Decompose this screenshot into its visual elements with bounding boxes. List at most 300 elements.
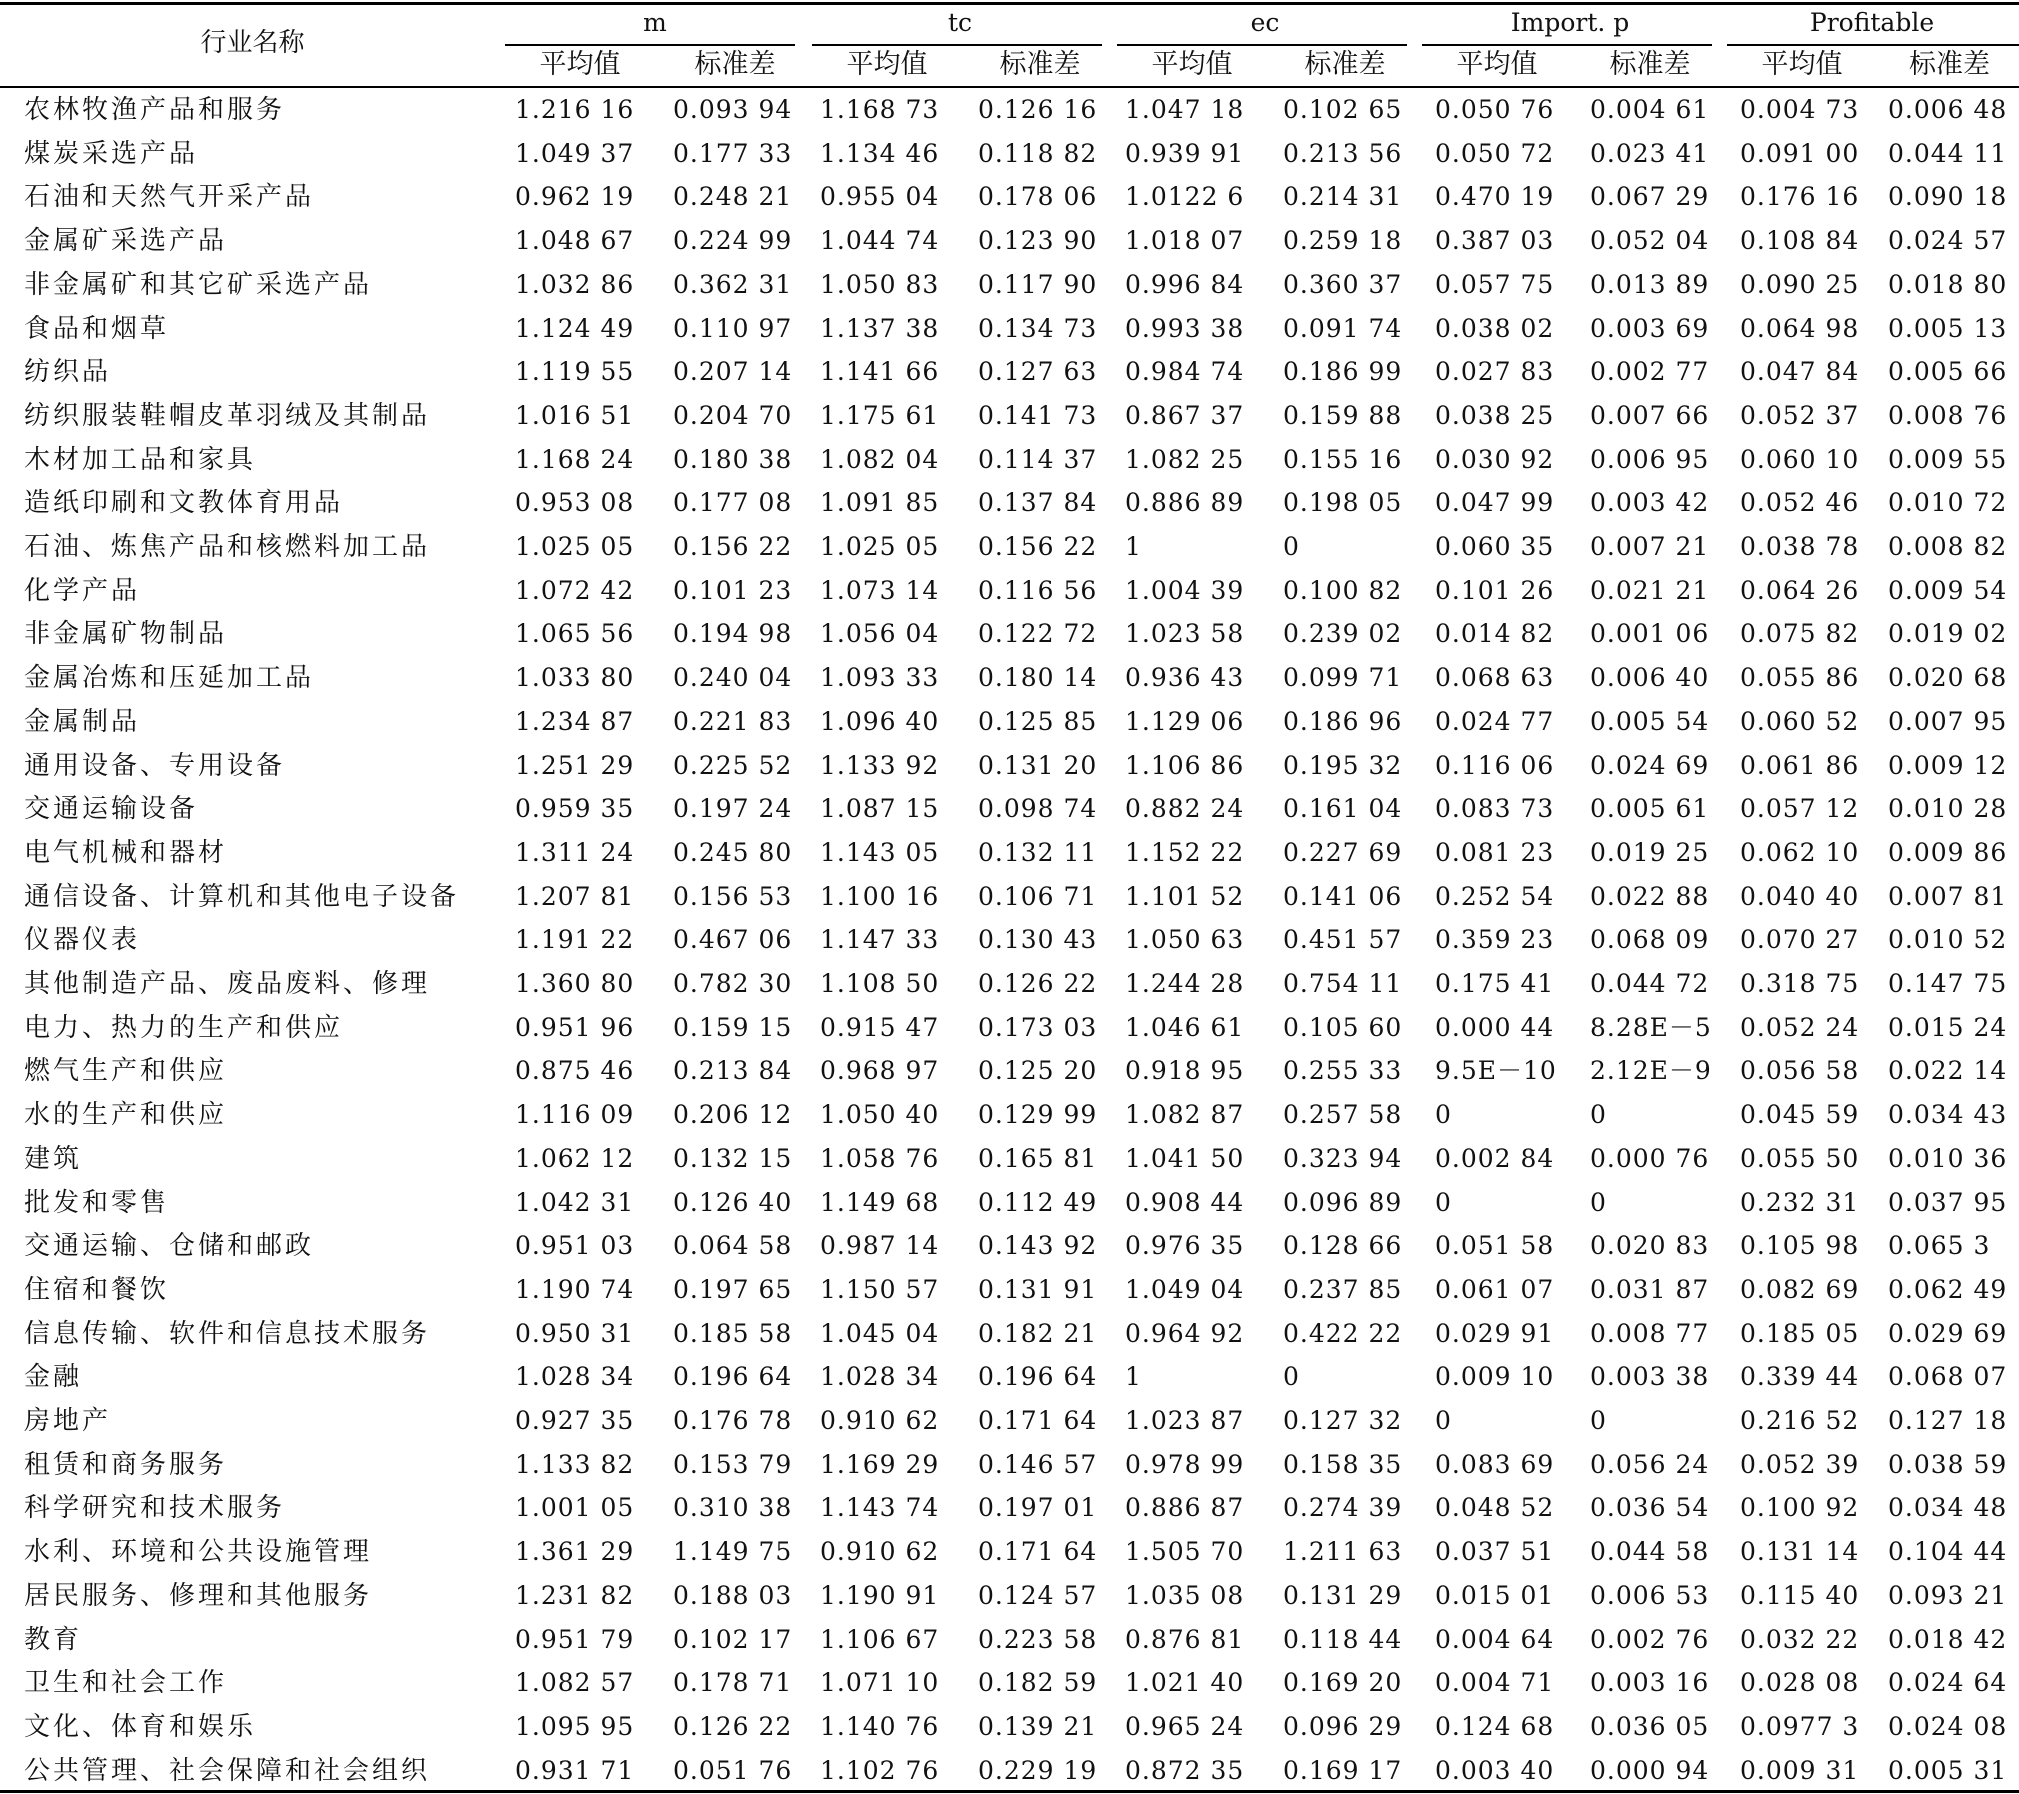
table-row xyxy=(0,1399,2019,1443)
mean-value-cell: 0.050 72 xyxy=(1435,138,1555,168)
mean-value-cell: 1.004 39 xyxy=(1125,575,1245,605)
sd-value-cell: 0.099 71 xyxy=(1283,663,1403,693)
sd-value-cell: 0.031 87 xyxy=(1590,1274,1710,1304)
table-row xyxy=(0,1137,2019,1181)
mean-value-cell: 1.100 16 xyxy=(820,881,940,911)
sd-value-cell: 0.051 76 xyxy=(673,1755,793,1785)
mean-value-cell: 1.143 05 xyxy=(820,837,940,867)
mean-value-cell: 1.016 51 xyxy=(515,400,635,430)
table-row xyxy=(0,1049,2019,1093)
sd-value-cell: 0.000 76 xyxy=(1590,1143,1710,1173)
sd-value-cell: 2.12E－9 xyxy=(1590,1056,1712,1086)
table-row xyxy=(0,1705,2019,1749)
mean-value-cell: 0.030 92 xyxy=(1435,444,1555,474)
mean-value-cell: 1.093 33 xyxy=(820,663,940,693)
sd-value-cell: 0.010 52 xyxy=(1888,925,2008,955)
mean-value-cell: 1.096 40 xyxy=(820,706,940,736)
sd-value-cell: 0.007 21 xyxy=(1590,532,1710,561)
sd-value-cell: 0.036 05 xyxy=(1590,1711,1710,1741)
sd-value-cell: 0.128 66 xyxy=(1283,1231,1403,1261)
subheader-mean: 平均值 xyxy=(846,49,928,80)
mean-value-cell: 1.311 24 xyxy=(515,837,635,867)
mean-value-cell: 1.050 40 xyxy=(820,1100,940,1130)
subheader-mean: 平均值 xyxy=(1151,49,1233,80)
mean-value-cell: 1.207 81 xyxy=(515,881,635,911)
sd-value-cell: 0.182 59 xyxy=(978,1668,1098,1698)
mean-value-cell: 0.175 41 xyxy=(1435,969,1555,998)
industry-name-cell: 其他制造产品、废品废料、修理 xyxy=(24,969,431,999)
sd-value-cell: 0.100 82 xyxy=(1283,575,1403,605)
industry-name-cell: 造纸印刷和文教体育用品 xyxy=(24,488,344,519)
sd-value-cell: 0.143 92 xyxy=(978,1231,1098,1261)
sd-value-cell: 0.024 64 xyxy=(1888,1668,2008,1698)
mean-value-cell: 0.015 01 xyxy=(1435,1580,1555,1610)
sd-value-cell: 0.023 41 xyxy=(1590,138,1710,168)
sd-value-cell: 0.006 53 xyxy=(1590,1580,1710,1610)
sd-value-cell: 0.021 21 xyxy=(1590,575,1710,605)
mean-value-cell: 0.055 50 xyxy=(1740,1143,1860,1173)
mean-value-cell: 0.936 43 xyxy=(1125,663,1245,693)
industry-name-cell: 水利、环境和公共设施管理 xyxy=(24,1537,373,1568)
mean-value-cell: 0.339 44 xyxy=(1740,1362,1860,1392)
mean-value-cell: 1.119 55 xyxy=(515,357,635,387)
mean-value-cell: 1.137 38 xyxy=(820,313,940,343)
mean-value-cell: 1.152 22 xyxy=(1125,837,1245,867)
sd-value-cell: 0.044 11 xyxy=(1888,138,2008,168)
table-row xyxy=(0,525,2019,569)
sd-value-cell: 0.259 18 xyxy=(1283,226,1403,256)
mean-value-cell: 1.102 76 xyxy=(820,1755,940,1785)
industry-name-cell: 住宿和餐饮 xyxy=(24,1274,170,1305)
sd-value-cell: 0.274 39 xyxy=(1283,1493,1403,1523)
mean-value-cell: 0.052 24 xyxy=(1740,1012,1860,1042)
mean-value-cell: 0.987 14 xyxy=(820,1231,940,1261)
sd-value-cell: 0.131 91 xyxy=(978,1274,1098,1304)
table-row xyxy=(0,438,2019,482)
mean-value-cell: 0.004 64 xyxy=(1435,1624,1555,1654)
mean-value-cell: 1.191 22 xyxy=(515,925,635,955)
sd-value-cell: 0.132 11 xyxy=(978,837,1098,867)
industry-name-cell: 木材加工品和家具 xyxy=(24,444,257,475)
mean-value-cell: 0.009 10 xyxy=(1435,1362,1555,1392)
mean-value-cell: 0.968 97 xyxy=(820,1056,940,1086)
mean-value-cell: 1.129 06 xyxy=(1125,706,1245,736)
industry-name-cell: 石油、炼焦产品和核燃料加工品 xyxy=(24,532,431,562)
sd-value-cell: 0.197 01 xyxy=(978,1493,1098,1523)
mean-value-cell: 0.024 77 xyxy=(1435,706,1555,736)
mean-value-cell: 1.505 70 xyxy=(1125,1537,1245,1567)
mean-value-cell: 1.035 08 xyxy=(1125,1580,1245,1610)
mean-value-cell: 1.023 87 xyxy=(1125,1406,1245,1435)
table-row xyxy=(0,1181,2019,1225)
table-row xyxy=(0,1093,2019,1137)
sd-value-cell: 0.146 57 xyxy=(978,1449,1098,1479)
mean-value-cell: 0.470 19 xyxy=(1435,182,1555,212)
mean-value-cell: 0.910 62 xyxy=(820,1537,940,1567)
sd-value-cell: 0.323 94 xyxy=(1283,1143,1403,1173)
sd-value-cell: 0.124 57 xyxy=(978,1580,1098,1610)
sd-value-cell: 0.125 20 xyxy=(978,1056,1098,1086)
sd-value-cell: 0.360 37 xyxy=(1283,269,1403,299)
mean-value-cell: 0.014 82 xyxy=(1435,619,1555,649)
sd-value-cell: 0.126 22 xyxy=(673,1711,793,1741)
mean-value-cell: 0.057 12 xyxy=(1740,794,1860,824)
mean-value-cell: 0.091 00 xyxy=(1740,138,1860,168)
mean-value-cell: 0.052 46 xyxy=(1740,488,1860,518)
table-row xyxy=(0,1224,2019,1268)
mean-value-cell: 0.232 31 xyxy=(1740,1187,1860,1217)
sd-value-cell: 0.188 03 xyxy=(673,1580,793,1610)
sd-value-cell: 0.126 16 xyxy=(978,95,1098,124)
sd-value-cell: 0.237 85 xyxy=(1283,1274,1403,1304)
table-row xyxy=(0,263,2019,307)
sd-value-cell: 0.451 57 xyxy=(1283,925,1403,955)
sd-value-cell: 0.068 09 xyxy=(1590,925,1710,955)
mean-value-cell: 1 xyxy=(1125,1362,1142,1392)
mean-value-cell: 1.049 37 xyxy=(515,138,635,168)
mean-value-cell: 0.955 04 xyxy=(820,182,940,212)
sd-value-cell: 0.044 72 xyxy=(1590,969,1710,998)
mean-value-cell: 0.040 40 xyxy=(1740,881,1860,911)
sd-value-cell: 0.018 80 xyxy=(1888,269,2008,299)
sd-value-cell: 0.141 06 xyxy=(1283,881,1403,911)
sd-value-cell: 0.165 81 xyxy=(978,1143,1098,1173)
sd-value-cell: 0.131 20 xyxy=(978,750,1098,780)
sd-value-cell: 0.134 73 xyxy=(978,313,1098,343)
sd-value-cell: 0.198 05 xyxy=(1283,488,1403,518)
sd-value-cell: 0.096 29 xyxy=(1283,1711,1403,1741)
sd-value-cell: 0.155 16 xyxy=(1283,444,1403,474)
industry-name-cell: 交通运输设备 xyxy=(24,794,199,825)
sd-value-cell: 0.137 84 xyxy=(978,488,1098,518)
mean-value-cell: 1.001 05 xyxy=(515,1493,635,1523)
mean-value-cell: 0.038 78 xyxy=(1740,532,1860,561)
industry-name-cell: 居民服务、修理和其他服务 xyxy=(24,1580,373,1611)
mean-value-cell: 0.083 73 xyxy=(1435,794,1555,824)
mean-value-cell: 1.133 82 xyxy=(515,1449,635,1479)
mean-value-cell: 1.028 34 xyxy=(515,1362,635,1392)
mean-value-cell: 0.050 76 xyxy=(1435,95,1555,124)
sd-value-cell: 0.009 12 xyxy=(1888,750,2008,780)
sd-value-cell: 0.122 72 xyxy=(978,619,1098,649)
sd-value-cell: 0.019 25 xyxy=(1590,837,1710,867)
sd-value-cell: 0.180 38 xyxy=(673,444,793,474)
mean-value-cell: 0.064 98 xyxy=(1740,313,1860,343)
sd-value-cell: 0.044 58 xyxy=(1590,1537,1710,1567)
table-row xyxy=(0,1268,2019,1312)
mean-value-cell: 1.082 57 xyxy=(515,1668,635,1698)
mean-value-cell: 0.056 58 xyxy=(1740,1056,1860,1086)
mean-value-cell: 0.927 35 xyxy=(515,1406,635,1435)
table-row xyxy=(0,1443,2019,1487)
subheader-sd: 标准差 xyxy=(1304,49,1386,80)
mean-value-cell: 0.318 75 xyxy=(1740,969,1860,998)
mean-value-cell: 0.886 89 xyxy=(1125,488,1245,518)
sd-value-cell: 0.123 90 xyxy=(978,226,1098,256)
mean-value-cell: 0.068 63 xyxy=(1435,663,1555,693)
mean-value-cell: 0.064 26 xyxy=(1740,575,1860,605)
group-rule-profitable xyxy=(1727,44,2019,46)
mean-value-cell: 0.062 10 xyxy=(1740,837,1860,867)
sd-value-cell: 0.194 98 xyxy=(673,619,793,649)
sd-value-cell: 0.009 55 xyxy=(1888,444,2008,474)
sd-value-cell: 0.153 79 xyxy=(673,1449,793,1479)
mean-value-cell: 1.108 50 xyxy=(820,969,940,998)
industry-name-cell: 公共管理、社会保障和社会组织 xyxy=(24,1755,431,1786)
sd-value-cell: 0.224 99 xyxy=(673,226,793,256)
mean-value-cell: 0.004 73 xyxy=(1740,95,1860,124)
mean-value-cell: 0.867 37 xyxy=(1125,400,1245,430)
mean-value-cell: 0.875 46 xyxy=(515,1056,635,1086)
sd-value-cell: 0.006 95 xyxy=(1590,444,1710,474)
sd-value-cell: 0.147 75 xyxy=(1888,969,2008,998)
mean-value-cell: 1.047 18 xyxy=(1125,95,1245,124)
subheader-sd: 标准差 xyxy=(694,49,776,80)
mean-value-cell: 0.993 38 xyxy=(1125,313,1245,343)
mean-value-cell: 0.060 52 xyxy=(1740,706,1860,736)
sd-value-cell: 0.118 44 xyxy=(1283,1624,1403,1654)
mean-value-cell: 1.049 04 xyxy=(1125,1274,1245,1304)
sd-value-cell: 0.029 69 xyxy=(1888,1318,2008,1348)
sd-value-cell: 0.005 13 xyxy=(1888,313,2008,343)
table-row xyxy=(0,1574,2019,1618)
mean-value-cell: 0.029 91 xyxy=(1435,1318,1555,1348)
header-group-m: m xyxy=(643,8,667,37)
mean-value-cell: 1.044 74 xyxy=(820,226,940,256)
mean-value-cell: 0.915 47 xyxy=(820,1012,940,1042)
sd-value-cell: 0.156 53 xyxy=(673,881,793,911)
industry-name-cell: 房地产 xyxy=(24,1406,112,1436)
mean-value-cell: 0.965 24 xyxy=(1125,1711,1245,1741)
mean-value-cell: 0.090 25 xyxy=(1740,269,1860,299)
mean-value-cell: 1.216 16 xyxy=(515,95,635,124)
sd-value-cell: 0 xyxy=(1283,532,1300,561)
industry-name-cell: 电力、热力的生产和供应 xyxy=(24,1012,344,1043)
mean-value-cell: 0.908 44 xyxy=(1125,1187,1245,1217)
mean-value-cell: 0.051 58 xyxy=(1435,1231,1555,1261)
sd-value-cell: 0.159 15 xyxy=(673,1012,793,1042)
industry-name-cell: 水的生产和供应 xyxy=(24,1100,228,1131)
mean-value-cell: 0.038 02 xyxy=(1435,313,1555,343)
mean-value-cell: 1.056 04 xyxy=(820,619,940,649)
sd-value-cell: 0.130 43 xyxy=(978,925,1098,955)
mean-value-cell: 1.023 58 xyxy=(1125,619,1245,649)
mean-value-cell: 1.0122 6 xyxy=(1125,182,1245,212)
mean-value-cell: 1.018 07 xyxy=(1125,226,1245,256)
header-group-tc: tc xyxy=(947,8,973,37)
sd-value-cell: 0.091 74 xyxy=(1283,313,1403,343)
sd-value-cell: 0.002 77 xyxy=(1590,357,1710,387)
sd-value-cell: 0.225 52 xyxy=(673,750,793,780)
industry-name-cell: 金属矿采选产品 xyxy=(24,226,228,257)
industry-name-cell: 金融 xyxy=(24,1362,83,1393)
sd-value-cell: 0.248 21 xyxy=(673,182,793,212)
sd-value-cell: 0.093 21 xyxy=(1888,1580,2008,1610)
mean-value-cell: 0.070 27 xyxy=(1740,925,1860,955)
mean-value-cell: 1.143 74 xyxy=(820,1493,940,1523)
industry-name-cell: 燃气生产和供应 xyxy=(24,1056,228,1087)
sd-value-cell: 0.754 11 xyxy=(1283,969,1403,998)
sd-value-cell: 0.139 21 xyxy=(978,1711,1098,1741)
mean-value-cell: 1.032 86 xyxy=(515,269,635,299)
sd-value-cell: 0.010 36 xyxy=(1888,1143,2008,1173)
table-row xyxy=(0,1486,2019,1530)
sd-value-cell: 0.022 88 xyxy=(1590,881,1710,911)
mean-value-cell: 0.984 74 xyxy=(1125,357,1245,387)
sd-value-cell: 0.125 85 xyxy=(978,706,1098,736)
sd-value-cell: 0.227 69 xyxy=(1283,837,1403,867)
mean-value-cell: 1.042 31 xyxy=(515,1187,635,1217)
sd-value-cell: 0.003 16 xyxy=(1590,1668,1710,1698)
sd-value-cell: 0.009 54 xyxy=(1888,575,2008,605)
sd-value-cell: 0 xyxy=(1590,1406,1607,1435)
sd-value-cell: 0.018 42 xyxy=(1888,1624,2008,1654)
mean-value-cell: 0.057 75 xyxy=(1435,269,1555,299)
subheader-mean: 平均值 xyxy=(1456,49,1538,80)
table-row xyxy=(0,744,2019,788)
header-group-ec: ec xyxy=(1250,8,1280,37)
sd-value-cell: 0.197 24 xyxy=(673,794,793,824)
sd-value-cell: 0.310 38 xyxy=(673,1493,793,1523)
table-row xyxy=(0,569,2019,613)
mean-value-cell: 0.032 22 xyxy=(1740,1624,1860,1654)
sd-value-cell: 0.090 18 xyxy=(1888,182,2008,212)
sd-value-cell: 0.169 17 xyxy=(1283,1755,1403,1785)
industry-name-cell: 仪器仪表 xyxy=(24,925,141,956)
mean-value-cell: 1.082 25 xyxy=(1125,444,1245,474)
mean-value-cell: 0.116 06 xyxy=(1435,750,1555,780)
sd-value-cell: 0.056 24 xyxy=(1590,1449,1710,1479)
industry-name-cell: 租赁和商务服务 xyxy=(24,1449,228,1480)
sd-value-cell: 0.008 82 xyxy=(1888,532,2008,561)
sd-value-cell: 0.007 66 xyxy=(1590,400,1710,430)
sd-value-cell: 0.186 96 xyxy=(1283,706,1403,736)
sd-value-cell: 0.022 14 xyxy=(1888,1056,2008,1086)
sd-value-cell: 0.126 40 xyxy=(673,1187,793,1217)
mean-value-cell: 0 xyxy=(1435,1406,1452,1435)
header-group-profitable: Profitable xyxy=(1809,8,1935,37)
mean-value-cell: 1.149 68 xyxy=(820,1187,940,1217)
sd-value-cell: 0.010 72 xyxy=(1888,488,2008,518)
table-row xyxy=(0,307,2019,351)
mean-value-cell: 1.231 82 xyxy=(515,1580,635,1610)
mean-value-cell: 1.360 80 xyxy=(515,969,635,998)
mean-value-cell: 0.951 79 xyxy=(515,1624,635,1654)
mean-value-cell: 0.108 84 xyxy=(1740,226,1860,256)
table-row xyxy=(0,612,2019,656)
sd-value-cell: 0.206 12 xyxy=(673,1100,793,1130)
sd-value-cell: 0.129 99 xyxy=(978,1100,1098,1130)
mean-value-cell: 0.387 03 xyxy=(1435,226,1555,256)
table-row xyxy=(0,1006,2019,1050)
table-row xyxy=(0,219,2019,263)
table-row xyxy=(0,1355,2019,1399)
sd-value-cell: 0.213 84 xyxy=(673,1056,793,1086)
sd-value-cell: 0.093 94 xyxy=(673,95,793,124)
mean-value-cell: 1.048 67 xyxy=(515,226,635,256)
sd-value-cell: 0.182 21 xyxy=(978,1318,1098,1348)
industry-name-cell: 纺织服装鞋帽皮革羽绒及其制品 xyxy=(24,400,431,431)
table-row xyxy=(0,1530,2019,1574)
sd-value-cell: 0.245 80 xyxy=(673,837,793,867)
mean-value-cell: 1.190 74 xyxy=(515,1274,635,1304)
sd-value-cell: 0.214 31 xyxy=(1283,182,1403,212)
table-row xyxy=(0,787,2019,831)
table-row xyxy=(0,132,2019,176)
table-row xyxy=(0,350,2019,394)
sd-value-cell: 0.105 60 xyxy=(1283,1012,1403,1042)
mean-value-cell: 0.082 69 xyxy=(1740,1274,1860,1304)
mean-value-cell: 0.216 52 xyxy=(1740,1406,1860,1435)
mean-value-cell: 0.052 37 xyxy=(1740,400,1860,430)
sd-value-cell: 0.204 70 xyxy=(673,400,793,430)
sd-value-cell: 0.156 22 xyxy=(673,532,793,561)
mean-value-cell: 0.964 92 xyxy=(1125,1318,1245,1348)
mean-value-cell: 0.061 86 xyxy=(1740,750,1860,780)
industry-name-cell: 建筑 xyxy=(24,1143,83,1174)
sd-value-cell: 0.007 95 xyxy=(1888,706,2008,736)
sd-value-cell: 0.467 06 xyxy=(673,925,793,955)
sd-value-cell: 0.221 83 xyxy=(673,706,793,736)
sd-value-cell: 0.098 74 xyxy=(978,794,1098,824)
sd-value-cell: 0.161 04 xyxy=(1283,794,1403,824)
mean-value-cell: 0.038 25 xyxy=(1435,400,1555,430)
sd-value-cell: 0.015 24 xyxy=(1888,1012,2008,1042)
mean-value-cell: 1.134 46 xyxy=(820,138,940,168)
mean-value-cell: 0.048 52 xyxy=(1435,1493,1555,1523)
sd-value-cell: 0.102 65 xyxy=(1283,95,1403,124)
industry-name-cell: 文化、体育和娱乐 xyxy=(24,1711,257,1742)
mean-value-cell: 1.175 61 xyxy=(820,400,940,430)
mean-value-cell: 9.5E－10 xyxy=(1435,1056,1557,1086)
mean-value-cell: 0.027 83 xyxy=(1435,357,1555,387)
mean-value-cell: 0.976 35 xyxy=(1125,1231,1245,1261)
industry-name-cell: 食品和烟草 xyxy=(24,313,170,344)
sd-value-cell: 0.006 40 xyxy=(1590,663,1710,693)
sd-value-cell: 0.207 14 xyxy=(673,357,793,387)
mean-value-cell: 1.168 24 xyxy=(515,444,635,474)
sd-value-cell: 0.229 19 xyxy=(978,1755,1098,1785)
sd-value-cell: 0.003 69 xyxy=(1590,313,1710,343)
mean-value-cell: 0.061 07 xyxy=(1435,1274,1555,1304)
top-rule xyxy=(0,2,2019,5)
sd-value-cell: 0.159 88 xyxy=(1283,400,1403,430)
sd-value-cell: 0.010 28 xyxy=(1888,794,2008,824)
sd-value-cell: 0.223 58 xyxy=(978,1624,1098,1654)
sd-value-cell: 0.127 63 xyxy=(978,357,1098,387)
table-row xyxy=(0,1312,2019,1356)
sd-value-cell: 0.196 64 xyxy=(978,1362,1098,1392)
sd-value-cell: 0.158 35 xyxy=(1283,1449,1403,1479)
mean-value-cell: 1.050 83 xyxy=(820,269,940,299)
sd-value-cell: 0.037 95 xyxy=(1888,1187,2008,1217)
table-row xyxy=(0,1749,2019,1793)
mean-value-cell: 1.234 87 xyxy=(515,706,635,736)
sd-value-cell: 0.062 49 xyxy=(1888,1274,2008,1304)
mean-value-cell: 0.185 05 xyxy=(1740,1318,1860,1348)
sd-value-cell: 0 xyxy=(1590,1100,1607,1130)
sd-value-cell: 0.104 44 xyxy=(1888,1537,2008,1567)
sd-value-cell: 0.102 17 xyxy=(673,1624,793,1654)
mean-value-cell: 0.052 39 xyxy=(1740,1449,1860,1479)
sd-value-cell: 0.052 04 xyxy=(1590,226,1710,256)
industry-name-cell: 教育 xyxy=(24,1624,83,1655)
sd-value-cell: 0.034 43 xyxy=(1888,1100,2008,1130)
mean-value-cell: 0.045 59 xyxy=(1740,1100,1860,1130)
sd-value-cell: 0.020 83 xyxy=(1590,1231,1710,1261)
mean-value-cell: 0.124 68 xyxy=(1435,1711,1555,1741)
sd-value-cell: 1.211 63 xyxy=(1283,1537,1403,1567)
